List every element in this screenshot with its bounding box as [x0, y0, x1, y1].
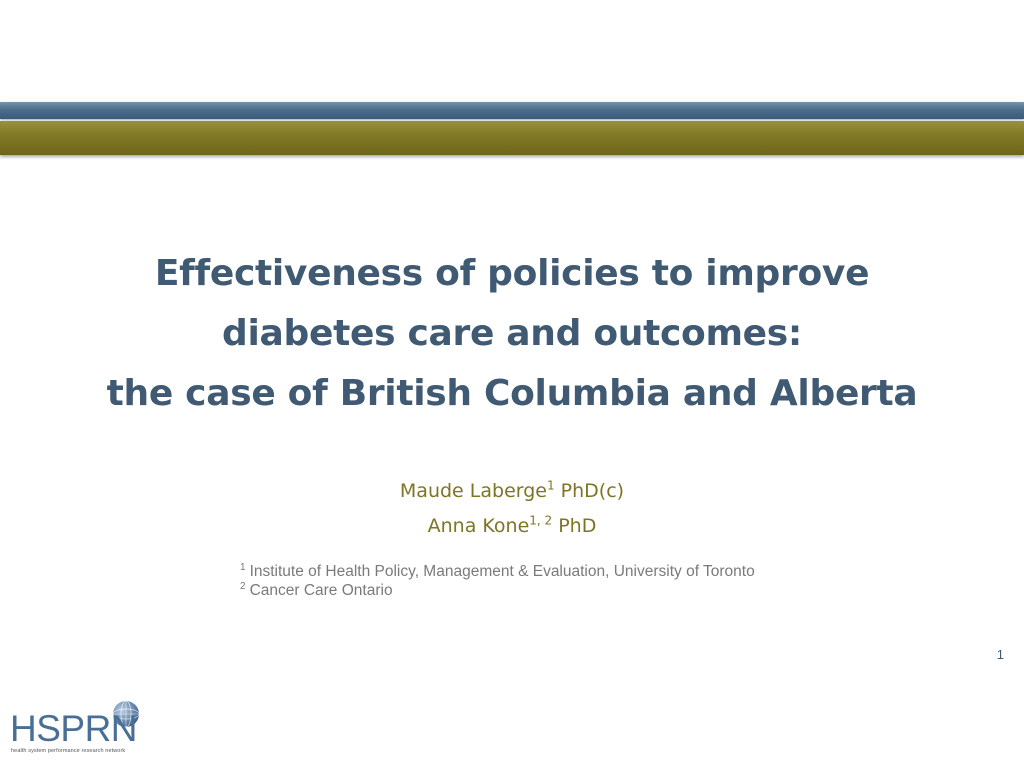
page-number: 1 — [996, 647, 1004, 662]
author-name: Anna Kone — [427, 515, 530, 537]
title-line-2: diabetes care and outcomes: — [221, 313, 803, 354]
affiliation-list — [240, 562, 860, 600]
author-affiliation-marker: 1, 2 — [529, 513, 553, 528]
affiliation-1 — [240, 562, 860, 581]
header-band-olive — [0, 121, 1024, 155]
author-degree: PhD — [552, 515, 597, 537]
affiliation-text: Cancer Care Ontario — [249, 582, 393, 599]
slide-title — [40, 244, 984, 424]
header-band-blue — [0, 102, 1024, 119]
author-degree: PhD(c) — [554, 480, 625, 502]
author-1 — [262, 474, 762, 509]
author-name: Maude Laberge — [399, 480, 547, 502]
title-line-3: the case of British Columbia and Alberta — [106, 373, 918, 414]
affiliation-text: Institute of Health Policy, Management & Evaluation, University of Toronto — [249, 563, 755, 580]
title-line-1: Effectiveness of policies to improve — [154, 253, 870, 294]
author-2 — [262, 509, 762, 544]
author-list — [262, 474, 762, 544]
hsprn-logo — [8, 698, 148, 760]
affiliation-marker: 2 — [240, 580, 246, 592]
affiliation-2 — [240, 581, 860, 600]
author-affiliation-marker: 1 — [546, 478, 555, 493]
logo-wordmark: HSPRN — [10, 708, 138, 749]
logo-tagline: health system performance research network — [11, 748, 126, 754]
affiliation-marker: 1 — [240, 561, 246, 573]
